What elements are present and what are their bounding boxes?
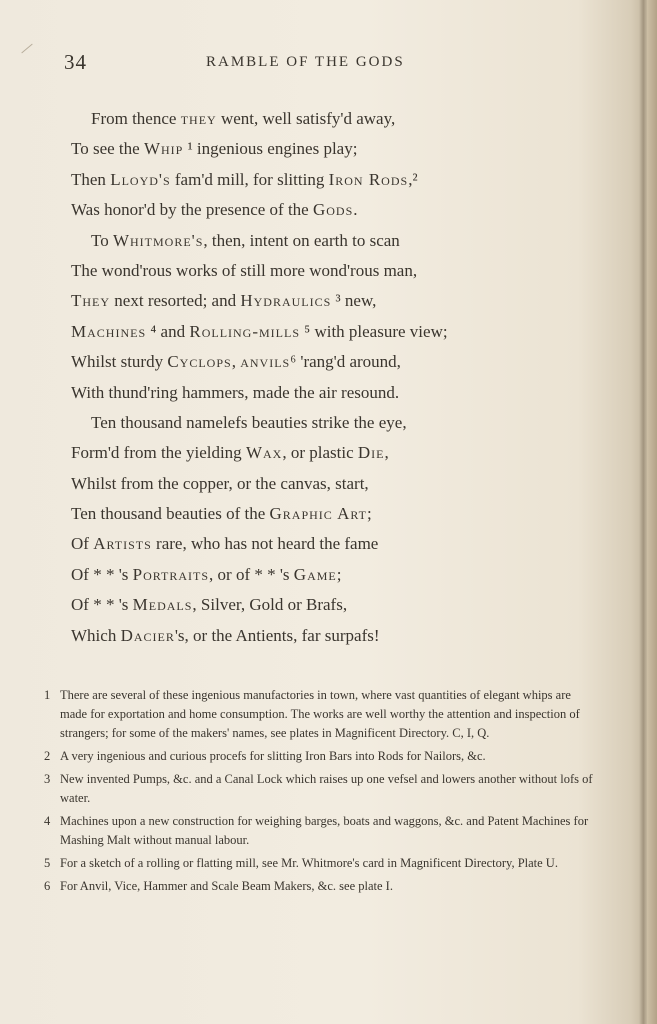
poem-line bbox=[71, 195, 541, 225]
small-caps-span: They bbox=[71, 291, 111, 311]
text-span: ; bbox=[336, 564, 342, 584]
small-caps-span: anvils bbox=[240, 352, 291, 372]
text-span: Whilst sturdy bbox=[71, 352, 168, 372]
text-span: Ten thousand beauties of the bbox=[71, 504, 270, 524]
footnote-number: 5 bbox=[44, 856, 51, 870]
page-header bbox=[64, 50, 604, 80]
page-number: 34 bbox=[64, 50, 87, 74]
page-gutter-shadow bbox=[639, 0, 647, 1024]
text-span: Then bbox=[71, 169, 111, 189]
footnote-text: New invented Pumps, &c. and a Canal Lock which raises up one vefsel and lowers another without lofs of water. bbox=[60, 772, 593, 805]
poem bbox=[71, 104, 541, 651]
poem-line bbox=[71, 499, 541, 529]
footnote bbox=[44, 812, 596, 850]
text-span: ³ new, bbox=[331, 291, 377, 311]
text-span: , or plastic bbox=[282, 443, 358, 463]
text-span: , bbox=[231, 352, 241, 372]
small-caps-span: Graphic Art bbox=[269, 504, 368, 524]
text-span: ⁵ with pleasure view; bbox=[300, 321, 448, 341]
footnotes bbox=[44, 686, 596, 900]
poem-line bbox=[71, 286, 541, 316]
footnote-number: 3 bbox=[44, 772, 51, 786]
poem-line bbox=[71, 438, 541, 468]
text-span: Of * * 's bbox=[71, 595, 133, 615]
poem-line bbox=[71, 378, 541, 408]
poem-line bbox=[71, 317, 541, 347]
text-span: , bbox=[384, 443, 389, 463]
small-caps-span: Rolling-mills bbox=[189, 321, 301, 341]
poem-line bbox=[71, 408, 541, 438]
text-span: , or of * * 's bbox=[209, 564, 294, 584]
small-caps-span: Dacier bbox=[120, 625, 175, 645]
poem-line bbox=[71, 104, 541, 134]
poem-line bbox=[71, 347, 541, 377]
small-caps-span: they bbox=[180, 109, 217, 128]
small-caps-span: Artists bbox=[93, 534, 152, 554]
poem-line bbox=[71, 560, 541, 590]
text-span: , then, intent on earth to scan bbox=[203, 230, 400, 250]
text-span: ,² bbox=[408, 169, 418, 189]
footnote bbox=[44, 877, 596, 896]
small-caps-span: Gods bbox=[312, 200, 354, 220]
text-span: Which bbox=[71, 625, 121, 645]
small-caps-span: Medals bbox=[132, 595, 193, 615]
footnote-text: Machines upon a new construction for weighing barges, boats and waggons, &c. and Patent Machines for Mashing Malt without manual labour. bbox=[60, 814, 589, 847]
small-caps-span: Lloyd's bbox=[110, 169, 171, 189]
footnote bbox=[44, 770, 596, 808]
poem-line bbox=[71, 590, 541, 620]
footnote-number: 2 bbox=[44, 749, 51, 763]
small-caps-span: Iron Rods bbox=[328, 169, 409, 189]
text-span: The wond'rous works of still more wond'rous man, bbox=[71, 260, 418, 280]
footnote-text: A very ingenious and curious procefs for slitting Iron Bars into Rods for Nailors, &c. bbox=[60, 749, 486, 763]
text-span: went, well satisfy'd away, bbox=[216, 109, 396, 128]
text-span: ⁶ 'rang'd around, bbox=[290, 352, 401, 372]
page-edge bbox=[647, 0, 657, 1024]
text-span: fam'd mill, for slitting bbox=[170, 169, 329, 189]
poem-line bbox=[71, 621, 541, 651]
text-span: Of bbox=[71, 534, 94, 554]
footnote bbox=[44, 686, 596, 743]
text-span: Was honor'd by the presence of the bbox=[71, 200, 313, 220]
poem-line bbox=[71, 226, 541, 256]
text-span: next resorted; and bbox=[110, 291, 241, 311]
poem-line bbox=[71, 469, 541, 499]
text-span: 's, or the Antients, far surpafs! bbox=[174, 625, 380, 645]
text-span: Whilst from the copper, or the canvas, start, bbox=[71, 473, 369, 493]
text-span: ; bbox=[367, 504, 372, 524]
small-caps-span: Machines bbox=[71, 321, 147, 341]
text-span: To bbox=[91, 230, 113, 250]
text-span: , Silver, Gold or Brafs, bbox=[192, 595, 348, 615]
poem-line bbox=[71, 134, 541, 164]
footnote-number: 1 bbox=[44, 688, 51, 702]
poem-line bbox=[71, 256, 541, 286]
text-span: Form'd from the yielding bbox=[71, 443, 246, 463]
pencil-mark bbox=[21, 44, 32, 54]
text-span: Of * * 's bbox=[71, 564, 133, 584]
text-span: ¹ ingenious engines play; bbox=[183, 139, 358, 159]
small-caps-span: Whitmore's bbox=[112, 230, 204, 250]
text-span: Ten thousand namelefs beauties strike the eye, bbox=[91, 412, 407, 432]
small-caps-span: Game bbox=[293, 564, 337, 584]
small-caps-span: Whip bbox=[143, 139, 184, 159]
footnote-text: For a sketch of a rolling or flatting mill, see Mr. Whitmore's card in Magnificent Directory, Plate U. bbox=[60, 856, 558, 870]
footnote-text: For Anvil, Vice, Hammer and Scale Beam Makers, &c. see plate I. bbox=[60, 879, 393, 893]
footnote-number: 4 bbox=[44, 814, 51, 828]
text-span: From thence bbox=[91, 109, 181, 128]
poem-line bbox=[71, 529, 541, 559]
small-caps-span: Hydraulics bbox=[240, 291, 332, 311]
footnote bbox=[44, 854, 596, 873]
footnote-text: There are several of these ingenious manufactories in town, where vast quantities of elegant whips are made for exportation and home consumption. The works are well worthy the attention and inspection of strangers; for some of the makers' names, see plates in Magnificent Directory. C, I, Q. bbox=[60, 688, 580, 740]
small-caps-span: Portraits bbox=[132, 564, 210, 584]
running-title: RAMBLE OF THE GODS bbox=[206, 54, 405, 70]
text-span: With thund'ring hammers, made the air resound. bbox=[71, 382, 400, 402]
footnote bbox=[44, 747, 596, 766]
small-caps-span: Die bbox=[357, 443, 385, 463]
text-span: To see the bbox=[71, 139, 144, 159]
small-caps-span: Cyclops bbox=[167, 352, 232, 372]
text-span: . bbox=[353, 200, 358, 220]
poem-line bbox=[71, 165, 541, 195]
footnote-number: 6 bbox=[44, 879, 51, 893]
text-span: rare, who has not heard the fame bbox=[151, 534, 379, 554]
text-span: ⁴ and bbox=[146, 321, 190, 341]
small-caps-span: Wax bbox=[245, 443, 283, 463]
